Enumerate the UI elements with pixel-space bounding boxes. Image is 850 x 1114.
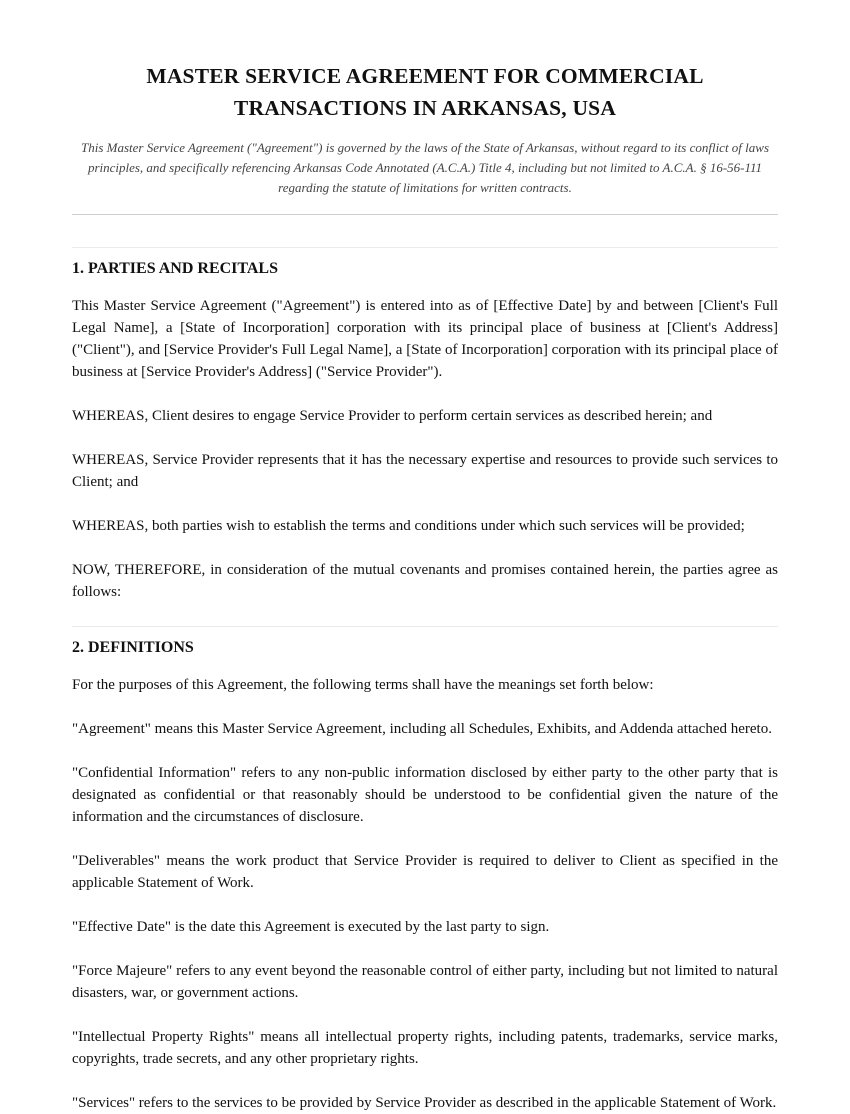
document-title-line-1: MASTER SERVICE AGREEMENT FOR COMMERCIAL [146, 64, 704, 88]
paragraph: WHEREAS, Client desires to engage Service Provider to perform certain services as described herein; and [72, 408, 713, 424]
paragraph: WHEREAS, both parties wish to establish the terms and conditions under which such services will be provided; [72, 518, 745, 534]
section-parties-and-recitals [72, 259, 778, 603]
paragraph: For the purposes of this Agreement, the following terms shall have the meanings set forth below: [72, 677, 654, 693]
document-page [72, 0, 778, 1114]
header-divider [72, 214, 778, 215]
definition-paragraph: "Agreement" means this Master Service Agreement, including all Schedules, Exhibits, and Addenda attached hereto. [72, 721, 772, 737]
governing-law-note: This Master Service Agreement ("Agreement") is governed by the laws of the State of Arkansas, without regard to its conflict of laws principles, and specifically referencing Arkansas Code Annotated (A.C.A.) Title 4, including but not limited to A.C.A. § 16-56-111 regarding the statute of limitations for written contracts. [80, 140, 770, 195]
definition-paragraph: "Deliverables" means the work product that Service Provider is required to deliver to Client as specified in the applicable Statement of Work. [72, 853, 778, 891]
definition-paragraph: "Effective Date" is the date this Agreement is executed by the last party to sign. [72, 919, 550, 935]
paragraph: WHEREAS, Service Provider represents that it has the necessary expertise and resources to provide such services to Client; and [72, 452, 778, 490]
section-definitions [72, 638, 778, 1114]
paragraph: This Master Service Agreement ("Agreement") is entered into as of [Effective Date] by and between [Client's Full Legal Name], a [State of Incorporation] corporation with its principal place of business at [Client's Address] ("Client"), and [Service Provider's Full Legal Name], a [State of Incorporation] corporation with its principal place of business at [Service Provider's Address] ("Service Provider"). [72, 298, 778, 380]
section-heading: 2. DEFINITIONS [72, 639, 194, 656]
definition-paragraph: "Intellectual Property Rights" means all intellectual property rights, including patents, trademarks, service marks, copyrights, trade secrets, and any other proprietary rights. [72, 1029, 778, 1067]
paragraph: NOW, THEREFORE, in consideration of the mutual covenants and promises contained herein, the parties agree as follows: [72, 562, 778, 600]
section-divider [72, 247, 778, 248]
definition-paragraph: "Services" refers to the services to be provided by Service Provider as described in the applicable Statement of Work. [72, 1095, 777, 1111]
section-divider [72, 626, 778, 627]
section-heading: 1. PARTIES AND RECITALS [72, 260, 278, 277]
document-title [72, 60, 778, 124]
document-title-line-2: TRANSACTIONS IN ARKANSAS, USA [233, 96, 617, 120]
definition-paragraph: "Force Majeure" refers to any event beyond the reasonable control of either party, including but not limited to natural disasters, war, or government actions. [72, 963, 778, 1001]
definition-paragraph: "Confidential Information" refers to any non-public information disclosed by either party to the other party that is designated as confidential or that reasonably should be understood to be confidential given the nature of the information and the circumstances of disclosure. [72, 765, 778, 825]
